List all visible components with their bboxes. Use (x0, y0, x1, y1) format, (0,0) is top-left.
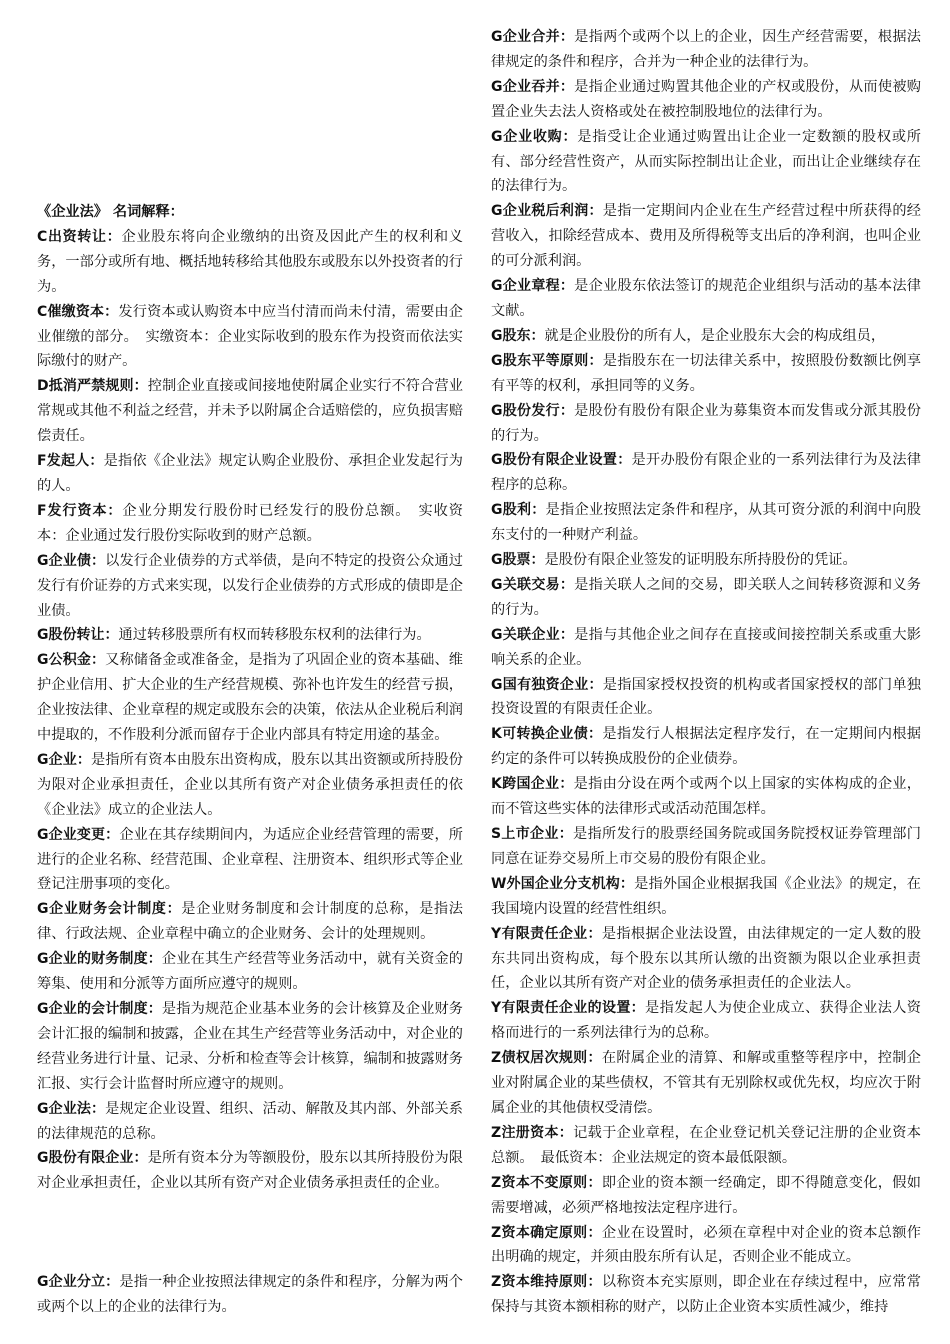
entry-text: 是指受让企业通过购置出让企业一定数额的股权或所有、部分经营性资产，从而实际控制出让企业，而出让企业继续存在的法律行为。 (491, 128, 921, 195)
glossary-entry (37, 823, 463, 898)
right-column (491, 25, 921, 1320)
glossary-entry (491, 75, 921, 125)
glossary-entry (491, 1121, 921, 1171)
entry-term: G股东平等原则： (491, 352, 603, 369)
glossary-entry (491, 274, 921, 324)
entry-term: G公积金： (37, 652, 106, 669)
entry-text: 是指根据企业法设置，由法律规定的一定人数的股东共同出资构成，每个股东以其所认缴的出资额为限以企业承担责任，企业以其所有资产对企业的债务承担责任的企业法人。 (491, 925, 921, 992)
entry-text: 是指两个或两个以上的企业，因生产经营需要，根据法律规定的条件和程序，合并为一种企业的法律行为。 (491, 29, 921, 70)
glossary-entry (491, 1046, 921, 1121)
glossary-entry (37, 623, 463, 648)
entry-text: 是指一种企业按照法律规定的条件和程序，分解为两个或两个以上的企业的法律行为。 (37, 1274, 463, 1316)
entry-text: 是指发行人根据法定程序发行，在一定期间内根据约定的条件可以转换成股份的企业债券。 (491, 726, 921, 768)
entry-term: Z债权居次规则： (491, 1050, 602, 1067)
entry-term: Z资本确定原则： (491, 1224, 602, 1241)
left-column (37, 200, 463, 1320)
entry-term: G企业收购： (491, 128, 578, 145)
glossary-entry (37, 225, 463, 300)
entry-term: Z资本维持原则： (491, 1274, 602, 1291)
glossary-entry (37, 1270, 463, 1320)
glossary-entry (491, 922, 921, 997)
entry-text: 控制企业直接或间接地使附属企业实行不符合营业常规或其他不利益之经营，并未予以附属企合适赔偿的，应负损害赔偿责任。 (37, 378, 463, 445)
entry-text: 在附属企业的清算、和解或重整等程序中，控制企业对附属企业的某些债权，不管其有无别除权或优先权，均应次于附属企业的其他债权受清偿。 (491, 1050, 921, 1116)
entry-text: 是指发起人为使企业成立、获得企业法人资格而进行的一系列法律行为的总称。 (491, 1000, 921, 1042)
entry-term: G企业吞并： (491, 78, 575, 95)
entry-text: 企业在其存续期间内，为适应企业经营管理的需要，所进行的企业名称、经营范围、企业章程、注册资本、组织形式等企业登记注册事项的变化。 (37, 826, 463, 893)
entry-text: 是指关联人之间的交易，即关联人之间转移资源和义务的行为。 (491, 576, 921, 618)
glossary-entry (37, 748, 463, 823)
entry-text: 是指外国企业根据我国《企业法》的规定，在我国境内设置的经营性组织。 (491, 875, 921, 917)
entry-text: 是规定企业设置、组织、活动、解散及其内部、外部关系的法律规范的总称。 (37, 1100, 463, 1142)
entry-term: G股份发行： (491, 402, 575, 419)
entry-term: G企业变更： (37, 826, 120, 843)
entry-term: D抵消严禁规则： (37, 378, 148, 395)
entry-term: G关联企业： (491, 626, 575, 643)
glossary-entry (37, 997, 463, 1097)
glossary-heading: 《企业法》 名词解释： (37, 204, 184, 220)
entry-text: 企业分期发行股份时已经发行的股份总额。 实收资本：企业通过发行股份实际收到的财产总额。 (37, 502, 463, 544)
entry-text: 发行资本或认购资本中应当付清而尚未付清，需要由企业催缴的部分。 实缴资本：企业实际收到的股东作为投资而依法实际缴付的财产。 (37, 303, 463, 370)
glossary-entry (491, 1270, 921, 1320)
entry-text: 就是企业股份的所有人，是企业股东大会的构成组员， (544, 327, 886, 344)
glossary-entry (491, 125, 921, 200)
glossary-entry (37, 1097, 463, 1147)
glossary-entry (491, 623, 921, 673)
entry-term: G企业分立： (37, 1274, 120, 1291)
glossary-entry (491, 324, 921, 349)
entry-text: 企业在其生产经营等业务活动中，就有关资金的筹集、使用和分派等方面所应遵守的规则。 (37, 951, 463, 993)
entry-term: G股票： (491, 552, 545, 569)
glossary-entry (491, 498, 921, 548)
glossary-entry (491, 573, 921, 623)
entry-text: 是指企业按照法定条件和程序，从其可资分派的利润中向股东支付的一种财产利益。 (491, 502, 921, 544)
glossary-entry (37, 1146, 463, 1196)
entry-term: G企业财务会计制度： (37, 901, 182, 918)
glossary-entry (37, 300, 463, 375)
entry-text: 是所有资本分为等额股份，股东以其所持股份为限对企业承担责任，企业以其所有资产对企业债务承担责任的企业。 (37, 1150, 463, 1192)
entry-term: K跨国企业： (491, 776, 574, 793)
glossary-entry (491, 772, 921, 822)
glossary-entry (37, 499, 463, 549)
left-entries (37, 225, 463, 1196)
entry-term: Z注册资本： (491, 1124, 574, 1141)
entry-term: Y有限责任企业： (491, 925, 602, 942)
glossary-entry (37, 648, 463, 748)
entry-term: G企业： (37, 751, 91, 768)
entry-term: F发行资本： (37, 502, 123, 519)
entry-text: 是指股东在一切法律关系中，按照股份数额比例享有平等的权利，承担同等的义务。 (491, 352, 921, 394)
glossary-entry (37, 947, 463, 997)
glossary-entry (491, 673, 921, 723)
entry-term: G关联交易： (491, 576, 575, 593)
entry-text: 企业股东将向企业缴纳的出资及因此产生的权利和义务，一部分或所有地、概括地转移给其他股东或股东以外投资者的行为。 (37, 228, 463, 295)
entry-term: G股东： (491, 327, 545, 344)
entry-text: 是股份有限企业签发的证明股东所持股份的凭证。 (544, 552, 857, 569)
entry-text: 是指为规范企业基本业务的会计核算及企业财务会计汇报的编制和披露，企业在其生产经营等业务活动中，对企业的经营业务进行计量、记录、分析和检查等会计核算，编制和披露财务汇报、实行会计监督时所应遵守的规则。 (37, 1001, 463, 1092)
entry-text: 是企业财务制度和会计制度的总称，是指法律、行政法规、企业章程中确立的企业财务、会计的处理规则。 (37, 901, 463, 943)
entry-term: G企业债： (37, 552, 106, 569)
entry-text: 以称资本充实原则，即企业在存续过程中，应常常保持与其资本额相称的财产，以防止企业资本实质性减少，维持 (491, 1274, 921, 1316)
entry-text: 记载于企业章程，在企业登记机关登记注册的企业资本总额。 最低资本：企业法规定的资本最低限额。 (491, 1124, 921, 1166)
entry-text: 又称储备金或准备金，是指为了巩固企业的资本基础、维护企业信用、扩大企业的生产经营规模、弥补也许发生的经营亏损，企业按法律、企业章程的规定或股东会的决策，依法从企业税后利润中提取的，不作股利分派而留存于企业内部具有特定用途的基金。 (37, 652, 463, 744)
glossary-entry (37, 374, 463, 449)
entry-text: 通过转移股票所有权而转移股东权利的法律行为。 (118, 627, 431, 644)
entry-term: F发起人： (37, 453, 104, 470)
entry-term: G企业的会计制度： (37, 1001, 162, 1017)
glossary-entry (491, 25, 921, 75)
entry-term: G企业合并： (491, 29, 575, 45)
entry-term: G国有独资企业： (491, 676, 603, 693)
glossary-entry (37, 549, 463, 624)
entry-term: G企业税后利润： (491, 203, 603, 220)
glossary-entry (491, 722, 921, 772)
entry-term: G股份有限企业： (37, 1150, 148, 1167)
entry-term: G股份转让： (37, 627, 119, 644)
column-gap (37, 1196, 463, 1270)
entry-text: 是指所有资本由股东出资构成，股东以其出资额或所持股份为限对企业承担责任，企业以其所有资产对企业债务承担责任的依《企业法》成立的企业法人。 (37, 751, 463, 818)
glossary-entry (491, 822, 921, 872)
entry-term: W外国企业分支机构： (491, 875, 635, 892)
entry-text: 是指所发行的股票经国务院或国务院授权证券管理部门同意在证券交易所上市交易的股份有限企业。 (491, 826, 921, 867)
entry-term: C出资转让： (37, 228, 122, 245)
entry-text: 是指由分设在两个或两个以上国家的实体构成的企业，而不管这些实体的法律形式或活动范围怎样。 (491, 776, 921, 818)
entry-term: G企业法： (37, 1100, 106, 1117)
glossary-entry (491, 199, 921, 274)
glossary-entry (491, 1221, 921, 1271)
right-entries (491, 25, 921, 1320)
glossary-entry (491, 548, 921, 573)
glossary-entry (37, 449, 463, 499)
entry-text: 是指依《企业法》规定认购企业股份、承担企业发起行为的人。 (37, 453, 463, 494)
entry-text: 企业在设置时，必须在章程中对企业的资本总额作出明确的规定，并须由股东所有认足，否则企业不能成立。 (491, 1224, 921, 1266)
entry-term: G企业的财务制度： (37, 951, 162, 968)
entry-text: 是开办股份有限企业的一系列法律行为及法律程序的总称。 (491, 452, 921, 494)
glossary-entry (491, 1171, 921, 1221)
entry-text: 即企业的资本额一经确定，即不得随意变化，假如需要增减，必须严格地按法定程序进行。 (491, 1174, 921, 1216)
glossary-entry (491, 448, 921, 498)
entry-term: G股份有限企业设置： (491, 452, 632, 469)
entry-text: 是指国家授权投资的机构或者国家授权的部门单独投资设置的有限责任企业。 (491, 676, 921, 718)
entry-text: 是企业股东依法签订的规范企业组织与活动的基本法律文献。 (491, 278, 921, 319)
entry-term: Z资本不变原则： (491, 1174, 602, 1191)
entry-term: K可转换企业债： (491, 726, 603, 743)
entry-text: 以发行企业债券的方式举债，是向不特定的投资公众通过发行有价证券的方式来实现，以发行企业债券的方式形成的债即是企业债。 (37, 552, 463, 619)
entry-text: 是指与其他企业之间存在直接或间接控制关系或重大影响关系的企业。 (491, 626, 921, 668)
glossary-entry (491, 349, 921, 399)
entry-term: G企业章程： (491, 278, 575, 295)
entry-term: S上市企业： (491, 826, 574, 842)
entry-text: 是股份有股份有限企业为募集资本而发售或分派其股份的行为。 (491, 402, 921, 444)
entry-text: 是指一定期间内企业在生产经营过程中所获得的经营收入，扣除经营成本、费用及所得税等支出后的净利润，也叫企业的可分派利润。 (491, 203, 921, 270)
entry-text: 是指企业通过购置其他企业的产权或股份，从而使被购置企业失去法人资格或处在被控制股地位的法律行为。 (491, 78, 921, 120)
entry-term: C催缴资本： (37, 303, 119, 320)
glossary-entry (37, 897, 463, 947)
entry-term: Y有限责任企业的设置： (491, 1000, 646, 1017)
glossary-entry (491, 872, 921, 922)
glossary-entry (491, 996, 921, 1046)
glossary-entry (491, 399, 921, 449)
entry-term: G股利： (491, 502, 546, 519)
